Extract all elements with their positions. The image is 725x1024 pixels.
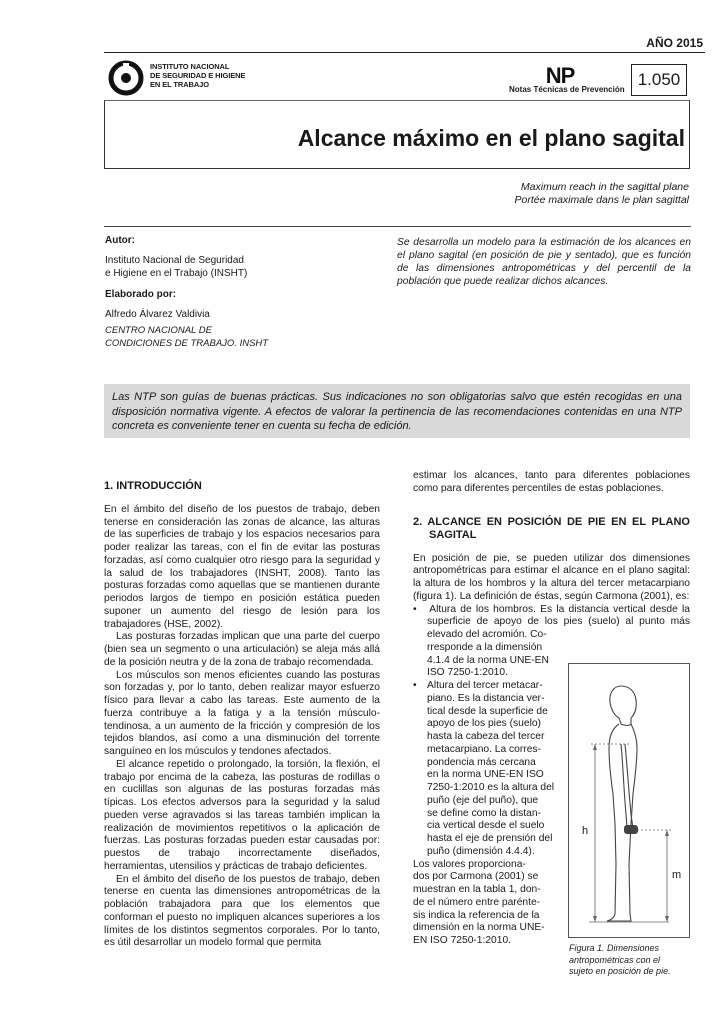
ntp-series-label: Notas Técnicas de Prevención [509, 85, 625, 94]
list-item-continuation: rresponde a la dimensión 4.1.4 de la norma UNE-EN ISO 7250-1:2010. [427, 641, 549, 679]
author-block: Autor: Instituto Nacional de Seguridad e Higiene en el Trabajo (INSHT) Elaborado por: Alfredo Álvarez Valdivia CENTRO NACIONAL DE CONDICIONES DE TRABAJO. INSHT [105, 234, 375, 350]
ntp-logo-icon [540, 64, 580, 86]
paragraph: Los músculos son menos eficientes cuando las posturas son forzadas y, por lo tanto, deben realizar mayor esfuerzo físico para llevar a cabo las tareas. Este aumento de la fuerza contribuye a la fatiga y a la tensión músculo-tendinosa, a un aumento de la fricción y compresión de los tejidos blandos, así como a una disminución del torrente sanguíneo en los músculos y tendones afectados. [104, 669, 380, 757]
meta-divider [104, 226, 691, 227]
institute-name: INSTITUTO NACIONAL DE SEGURIDAD E HIGIENE EN EL TRABAJO [150, 62, 246, 89]
list-item: • Altura de los hombros. Es la distancia vertical desde la superficie de apoyo de los pies (suelo) al punto más elevado del acromión. Co- [413, 603, 690, 640]
paragraph: Los valores proporciona- dos por Carmona (2001) se muestran en la tabla 1, don- de el número entre parénte- sis indica la referencia de la dimensión en la norma UNE- EN ISO 7250-1:2010. [413, 858, 545, 946]
section-heading-alcance-de-pie: 2. ALCANCE EN POSICIÓN DE PIE EN EL PLANO SAGITAL [413, 515, 690, 541]
paragraph: Las posturas forzadas implican que una parte del cuerpo (bien sea un segmento o una articulación) se aleja más allá de la posición neutra y de la zona de trabajo recomendada. [104, 631, 380, 668]
human-silhouette-icon [607, 686, 637, 921]
figure-caption: Figura 1. Dimensiones antropométricas con el sujeto en posición de pie. [569, 943, 671, 976]
figure-label-h: h [582, 825, 589, 837]
subtitle-english: Maximum reach in the sagittal plane [520, 181, 689, 193]
list-item: • Altura del tercer metacar- piano. Es la distancia ver- tical desde la superficie de apoyo de los pies (suelo) hasta la cabeza del tercer metacarpiano. La corres- pondencia más cercana en la norma UNE-EN ISO 7250-1:2010 es la altura del puño (eje del puño), que se define como la distan- cia vertical desde el suelo hasta el eje de prensión del puño (dimensión 4.4.4). [413, 680, 555, 857]
paragraph: En posición de pie, se pueden utilizar dos dimensiones antropométricas para estimar el alcance en el plano sagital: la altura de los hombros y la altura del tercer metacarpiano (figura 1). La definición de éstas, según Carmona (2001), es: [413, 552, 690, 602]
translated-titles [514, 181, 689, 207]
bullet-icon: • [413, 680, 417, 691]
prepared-name: Alfredo Álvarez Valdivia [105, 309, 210, 320]
prepared-label: Elaborado por: [105, 289, 177, 300]
paragraph: En el ámbito del diseño de los puestos de trabajo, deben tenerse en cuenta las dimensiones antropométricas de la población trabajadora para que los elementos que conforman el puesto no impliquen alcances superiores a los límites de los distintos segmentos corporales. Por lo tanto, es útil desarrollar un modelo formal que permita [104, 873, 380, 949]
svg-text:NP: NP [545, 64, 575, 86]
header-divider [104, 52, 705, 53]
paragraph: El alcance repetido o prolongado, la torsión, la flexión, el trabajo por encima de la cabeza, las posturas de rodillas o en cuclillas son algunas de las posturas forzadas más típicas. Los efectos adversos para la seguridad y la salud pueden verse agravados si las tareas también implican la realización de movimientos repetitivos o la aplicación de fuerzas. Las posturas forzadas pueden estar causadas por: puestos de trabajo incorrectamente diseñados, herramientas, utensilios y prácticas de trabajo deficientes. [104, 758, 380, 872]
standing-figure-diagram [569, 664, 689, 937]
insht-logo-icon [108, 60, 144, 96]
paragraph: En el ámbito del diseño de los puestos de trabajo, deben tenerse en consideración las zonas de alcance, las alturas de las superficies de trabajo y los espacios necesarios para poder realizar las tareas, con el fin de evitar las posturas forzadas, así como cualquier otro riesgo para la seguridad y la salud de los trabajadores (INSHT, 2008). Tanto las posturas forzadas como aquellas que se mantienen durante periodos largos de tiempo en posición estática pueden suponer un aumento del riesgo de lesión para los trabajadores (HSE, 2002). [104, 503, 380, 630]
figure-label-m: m [672, 869, 682, 881]
paragraph: estimar los alcances, tanto para diferentes poblaciones como para diferentes percentiles de estas poblaciones. [413, 470, 690, 494]
page-title: Alcance máximo en el plano sagital [297, 125, 685, 151]
notice-box: Las NTP son guías de buenas prácticas. Sus indicaciones no son obligatorias salvo que estén recogidas en una disposición normativa vigente. A efectos de valorar la pertinencia de las recomendaciones contenidas en una NTP concreta es conveniente tener en cuenta su fecha de edición. [104, 384, 690, 438]
ntp-number: 1.050 [631, 64, 687, 96]
hand-grip-icon [624, 825, 638, 834]
author-label: Autor: [105, 235, 135, 246]
edition-year: AÑO 2015 [646, 36, 703, 50]
abstract: Se desarrolla un modelo para la estimación de los alcances en el plano sagital (en posición de pie y sentado), que es función de las dimensiones antropométricas y del percentil de la población que puede realizar dichos alcances. [397, 237, 691, 287]
subtitle-french: Portée maximale dans le plan sagittal [514, 194, 689, 206]
section-heading-introduccion: 1. INTRODUCCIÓN [104, 480, 202, 492]
column-left [104, 480, 380, 950]
